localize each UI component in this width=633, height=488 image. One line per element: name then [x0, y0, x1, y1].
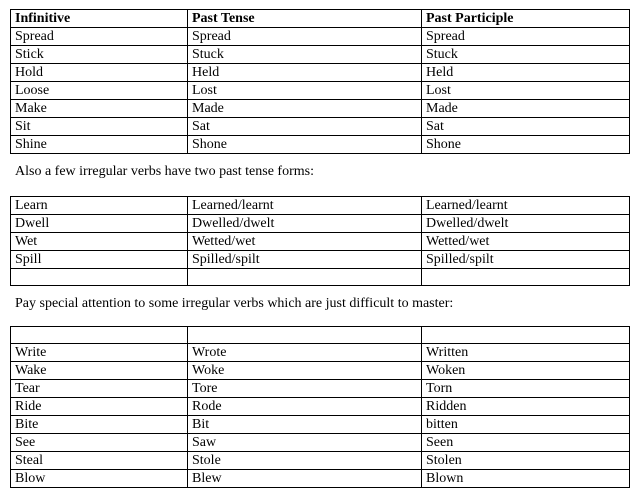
infinitive-cell: Stick [11, 46, 188, 64]
infinitive-cell [11, 327, 188, 344]
past-tense-cell: Saw [188, 434, 422, 452]
header-infinitive: Infinitive [11, 10, 188, 28]
table-row [11, 452, 630, 470]
table-row [11, 100, 630, 118]
infinitive-cell: Hold [11, 64, 188, 82]
past-tense-cell: Tore [188, 380, 422, 398]
past-tense-cell: Dwelled/dwelt [188, 215, 422, 233]
header-past-participle: Past Participle [422, 10, 630, 28]
table-row [11, 470, 630, 488]
past-participle-cell: Made [422, 100, 630, 118]
past-tense-cell: Sat [188, 118, 422, 136]
table-row [11, 118, 630, 136]
past-participle-cell: Sat [422, 118, 630, 136]
past-participle-cell: Wetted/wet [422, 233, 630, 251]
table-row [11, 28, 630, 46]
verb-table-two-forms [10, 196, 630, 286]
infinitive-cell: Learn [11, 197, 188, 215]
header-past-tense: Past Tense [188, 10, 422, 28]
table-row [11, 233, 630, 251]
past-tense-cell: Bit [188, 416, 422, 434]
past-participle-cell: Lost [422, 82, 630, 100]
infinitive-cell: Steal [11, 452, 188, 470]
table-row-empty [11, 269, 630, 286]
infinitive-cell: Bite [11, 416, 188, 434]
table-row [11, 46, 630, 64]
past-participle-cell: Torn [422, 380, 630, 398]
past-participle-cell: Spilled/spilt [422, 251, 630, 269]
past-participle-cell: Held [422, 64, 630, 82]
infinitive-cell: Tear [11, 380, 188, 398]
past-tense-cell: Woke [188, 362, 422, 380]
verb-table-difficult [10, 326, 630, 488]
past-tense-cell [188, 269, 422, 286]
table-row [11, 362, 630, 380]
infinitive-cell: See [11, 434, 188, 452]
infinitive-cell: Sit [11, 118, 188, 136]
past-tense-cell: Wetted/wet [188, 233, 422, 251]
past-participle-cell: Ridden [422, 398, 630, 416]
infinitive-cell: Spread [11, 28, 188, 46]
two-past-forms-note: Also a few irregular verbs have two past tense forms: [15, 164, 314, 179]
table-row [11, 380, 630, 398]
past-tense-cell: Held [188, 64, 422, 82]
past-participle-cell: Spread [422, 28, 630, 46]
past-participle-cell: Seen [422, 434, 630, 452]
past-tense-cell: Learned/learnt [188, 197, 422, 215]
table-row [11, 215, 630, 233]
table-row [11, 251, 630, 269]
past-participle-cell: Blown [422, 470, 630, 488]
past-participle-cell [422, 327, 630, 344]
past-participle-cell: bitten [422, 416, 630, 434]
table-row [11, 82, 630, 100]
infinitive-cell: Ride [11, 398, 188, 416]
table-row-empty [11, 327, 630, 344]
infinitive-cell: Make [11, 100, 188, 118]
table-row [11, 398, 630, 416]
table-row [11, 197, 630, 215]
past-tense-cell: Spread [188, 28, 422, 46]
past-tense-cell: Shone [188, 136, 422, 154]
infinitive-cell: Spill [11, 251, 188, 269]
past-tense-cell [188, 327, 422, 344]
past-tense-cell: Stuck [188, 46, 422, 64]
infinitive-cell: Wake [11, 362, 188, 380]
infinitive-cell: Shine [11, 136, 188, 154]
table-row [11, 136, 630, 154]
infinitive-cell [11, 269, 188, 286]
verb-table-main [10, 9, 630, 154]
table-row [11, 434, 630, 452]
past-participle-cell: Written [422, 344, 630, 362]
table-row [11, 344, 630, 362]
infinitive-cell: Blow [11, 470, 188, 488]
past-participle-cell: Woken [422, 362, 630, 380]
past-participle-cell: Stolen [422, 452, 630, 470]
infinitive-cell: Wet [11, 233, 188, 251]
past-tense-cell: Made [188, 100, 422, 118]
past-participle-cell: Stuck [422, 46, 630, 64]
infinitive-cell: Write [11, 344, 188, 362]
past-tense-cell: Rode [188, 398, 422, 416]
table-row [11, 416, 630, 434]
past-participle-cell [422, 269, 630, 286]
past-participle-cell: Dwelled/dwelt [422, 215, 630, 233]
past-tense-cell: Wrote [188, 344, 422, 362]
table-row [11, 64, 630, 82]
past-tense-cell: Spilled/spilt [188, 251, 422, 269]
past-tense-cell: Blew [188, 470, 422, 488]
difficult-verbs-note: Pay special attention to some irregular verbs which are just difficult to master: [15, 296, 454, 311]
past-participle-cell: Learned/learnt [422, 197, 630, 215]
past-participle-cell: Shone [422, 136, 630, 154]
infinitive-cell: Loose [11, 82, 188, 100]
past-tense-cell: Stole [188, 452, 422, 470]
past-tense-cell: Lost [188, 82, 422, 100]
table-header-row [11, 10, 630, 28]
infinitive-cell: Dwell [11, 215, 188, 233]
